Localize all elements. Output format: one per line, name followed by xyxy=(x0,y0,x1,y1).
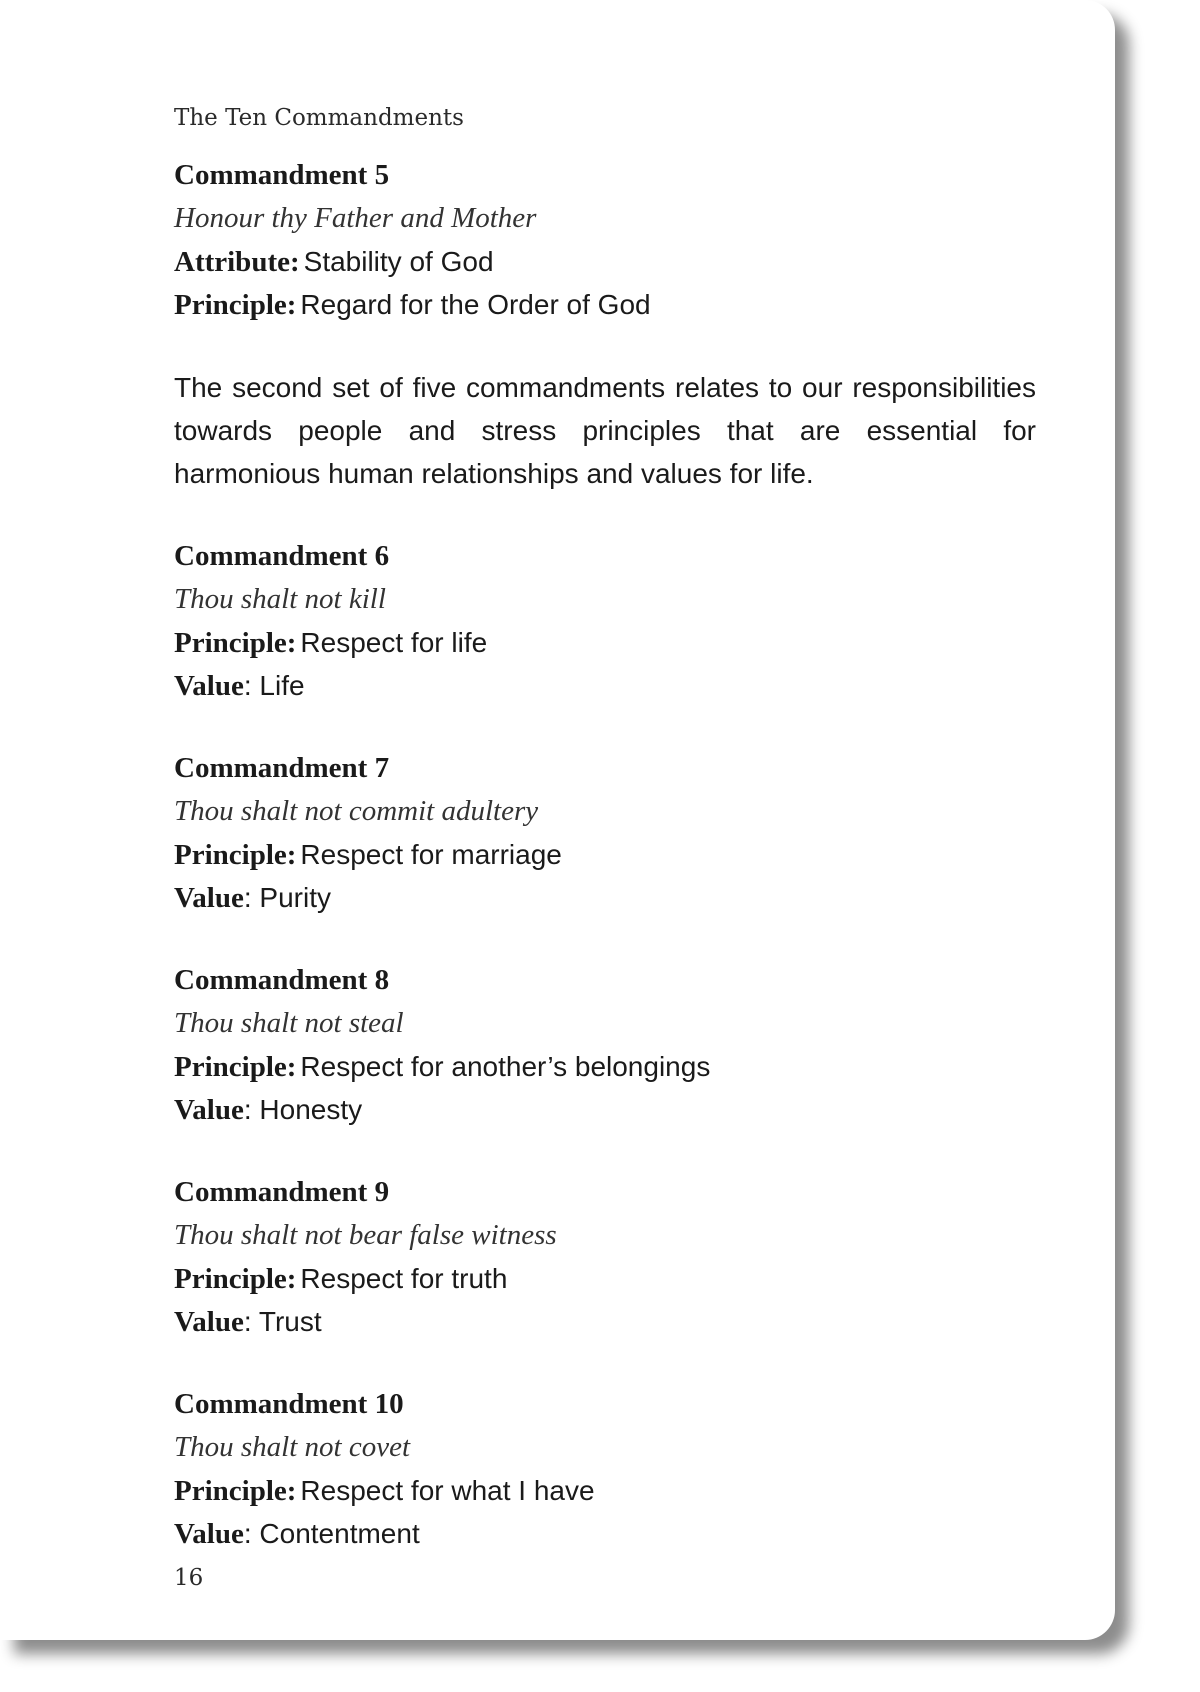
principle-line xyxy=(174,621,1034,664)
commandment-heading: Commandment 7 xyxy=(174,752,390,784)
value-line xyxy=(174,876,1034,919)
value-text: : Purity xyxy=(243,882,331,913)
commandment-quote: Thou shalt not commit adultery xyxy=(174,795,539,827)
commandment-heading: Commandment 10 xyxy=(174,1388,404,1420)
principle-line xyxy=(174,283,1034,326)
principle-line xyxy=(174,1045,1034,1088)
principle-label: Principle: xyxy=(174,839,297,871)
commandment-8-block xyxy=(174,959,1034,1131)
principle-value: Respect for another’s belongings xyxy=(300,1051,711,1082)
principle-value: Regard for the Order of God xyxy=(300,289,651,320)
value-label: Value xyxy=(174,1306,244,1338)
spacer xyxy=(174,495,1034,535)
commandment-heading: Commandment 6 xyxy=(174,540,390,572)
spacer xyxy=(174,326,1034,366)
spacer xyxy=(174,1343,1034,1383)
commandment-quote: Thou shalt not covet xyxy=(174,1431,411,1463)
spacer xyxy=(174,707,1034,747)
principle-value: Respect for truth xyxy=(300,1263,508,1294)
commandment-10-block xyxy=(174,1383,1034,1555)
attribute-line xyxy=(174,240,1034,283)
value-line xyxy=(174,1088,1034,1131)
principle-label: Principle: xyxy=(174,1475,297,1507)
principle-label: Principle: xyxy=(174,289,297,321)
page-content xyxy=(174,104,1034,1555)
attribute-value: Stability of God xyxy=(303,246,494,277)
principle-value: Respect for what I have xyxy=(300,1475,595,1506)
commandment-7-block xyxy=(174,747,1034,919)
principle-line xyxy=(174,833,1034,876)
value-label: Value xyxy=(174,1094,244,1126)
value-label: Value xyxy=(174,882,244,914)
commandment-heading: Commandment 5 xyxy=(174,159,390,191)
principle-line xyxy=(174,1469,1034,1512)
intro-paragraph: The second set of five commandments relates to our responsibilities towards people and stress principles that are essential for harmonious human relationships and values for life. xyxy=(174,372,1036,489)
principle-value: Respect for life xyxy=(300,627,488,658)
value-line xyxy=(174,1300,1034,1343)
commandment-9-block xyxy=(174,1171,1034,1343)
commandment-quote: Thou shalt not bear false witness xyxy=(174,1219,557,1251)
commandment-quote: Thou shalt not kill xyxy=(174,583,386,615)
value-text: : Contentment xyxy=(243,1518,420,1549)
value-label: Value xyxy=(174,670,244,702)
principle-label: Principle: xyxy=(174,1263,297,1295)
attribute-label: Attribute: xyxy=(174,246,300,278)
running-head: The Ten Commandments xyxy=(174,105,464,131)
commandment-heading: Commandment 8 xyxy=(174,964,390,996)
principle-label: Principle: xyxy=(174,1051,297,1083)
value-text: : Honesty xyxy=(243,1094,363,1125)
spacer xyxy=(174,1131,1034,1171)
page-number: 16 xyxy=(174,1565,204,1591)
value-line xyxy=(174,664,1034,707)
spacer xyxy=(174,919,1034,959)
value-text: : Life xyxy=(243,670,305,701)
commandment-quote: Thou shalt not steal xyxy=(174,1007,404,1039)
principle-line xyxy=(174,1257,1034,1300)
commandment-5-block xyxy=(174,154,1034,326)
commandment-heading: Commandment 9 xyxy=(174,1176,390,1208)
value-label: Value xyxy=(174,1518,244,1550)
principle-label: Principle: xyxy=(174,627,297,659)
commandment-quote: Honour thy Father and Mother xyxy=(174,202,537,234)
commandment-6-block xyxy=(174,535,1034,707)
value-text: : Trust xyxy=(243,1306,322,1337)
principle-value: Respect for marriage xyxy=(300,839,562,870)
value-line xyxy=(174,1512,1034,1555)
